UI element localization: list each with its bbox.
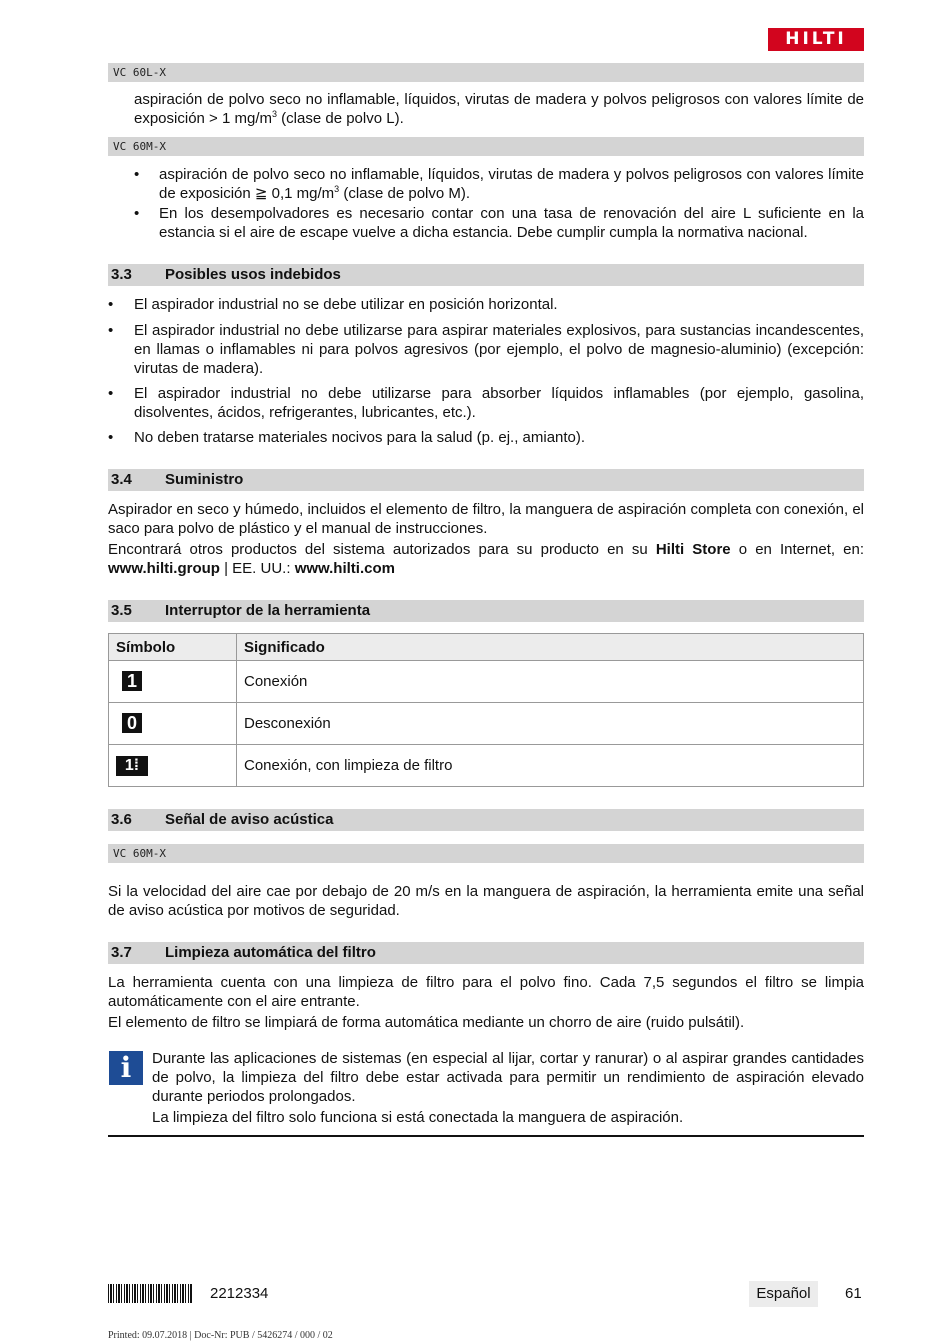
hilti-com-link[interactable]: www.hilti.com [294, 560, 395, 577]
model-bar-m: VC 60M-X [108, 137, 864, 156]
section-heading-3-6: 3.6 Señal de aviso acústica [108, 809, 864, 831]
doc-number: 2212334 [210, 1285, 269, 1302]
page-number: 61 [845, 1285, 862, 1302]
table-row [109, 661, 864, 703]
bullet: • [108, 385, 114, 402]
warning-signal-paragraph: Si la velocidad del aire cae por debajo de 20 m/s en la manguera de aspiración, la herramienta emite una señal de aviso acústica por motivos de seguridad. [108, 883, 864, 919]
switch-off-icon: 0 [122, 713, 142, 733]
hilti-store-link[interactable]: Hilti Store [655, 541, 731, 558]
table-row [109, 703, 864, 745]
bullet: • [134, 166, 140, 183]
filter-element-paragraph: El elemento de filtro se limpiará de forma automática mediante un chorro de aire (ruido pulsátil). [108, 1014, 745, 1031]
hilti-logo: HILTI [768, 28, 864, 51]
column-header-symbol: Símbolo [109, 634, 237, 661]
list-item: • aspiración de polvo seco no inflamable, líquidos, virutas de madera y polvos peligrosos con valores límite de exposición ≧ 0,1 $mg/m^3$ (clase de polvo M). [134, 166, 864, 202]
switch-on-filter-clean-icon: 1⁞ [116, 756, 148, 776]
bullet: • [134, 205, 140, 222]
section-heading-3-5: 3.5 Interruptor de la herramienta [108, 600, 864, 622]
list-item: • No deben tratarse materiales nocivos para la salud (p. ej., amianto). [108, 429, 586, 446]
column-header-meaning: Significado [237, 634, 864, 661]
hilti-group-link[interactable]: www.hilti.group [108, 560, 220, 577]
bullet: • [108, 296, 114, 313]
list-item: • El aspirador industrial no se debe utilizar en posición horizontal. [108, 296, 558, 313]
barcode-icon [108, 1284, 192, 1303]
note-paragraph-2: La limpieza del filtro solo funciona si está conectada la manguera de aspiración. [152, 1109, 684, 1126]
language-label: Español [749, 1281, 818, 1307]
section-heading-3-7: 3.7 Limpieza automática del filtro [108, 942, 864, 964]
table-cell: Conexión [237, 661, 864, 703]
store-paragraph: Encontrará otros productos del sistema autorizados para su producto en su Hilti Store o en Internet, en: www.hilti.group | EE. UU.: www.hilti.com [108, 541, 865, 577]
filter-cleaning-paragraph: La herramienta cuenta con una limpieza de filtro para el polvo fino. Cada 7,5 segundos el filtro se limpia automáticamente con el aire entrante. [108, 974, 864, 1010]
bullet: • [108, 429, 114, 446]
info-icon: i [109, 1051, 143, 1085]
table-cell: Desconexión [237, 703, 864, 745]
model-bar-m-2: VC 60M-X [108, 844, 864, 863]
table-header-row [109, 634, 864, 661]
list-item: • El aspirador industrial no debe utilizarse para absorber líquidos inflamables (por ejemplo, gasolina, disolventes, ácidos, refrigerantes, lubricantes, etc.). [108, 385, 864, 421]
list-item: • El aspirador industrial no debe utilizarse para aspirar materiales explosivos, para sustancias incandescentes, en llamas o inflamables ni para polvos agresivos (por ejemplo, el polvo de magnesio-aluminio) (excepción: virutas de madera). [108, 322, 864, 377]
print-info: Printed: 09.07.2018 | Doc-Nr: PUB / 5426274 / 000 / 02 [108, 1330, 333, 1341]
section-heading-3-4: 3.4 Suministro [108, 469, 864, 491]
model-l-paragraph: aspiración de polvo seco no inflamable, líquidos, virutas de madera y polvos peligrosos con valores límite de exposición > 1 $mg/m^3$ (clase de polvo L). [134, 91, 864, 127]
table-row [109, 745, 864, 787]
list-item: • En los desempolvadores es necesario contar con una tasa de renovación del aire L suficiente en la estancia si el aire de escape vuelve a dicha estancia. Debe cumplir cumpla la normativa nacional. [134, 205, 864, 241]
model-bar-l: VC 60L-X [108, 63, 864, 82]
note-divider [108, 1135, 864, 1137]
switch-table [108, 633, 864, 787]
section-heading-3-3: 3.3 Posibles usos indebidos [108, 264, 864, 286]
supply-paragraph: Aspirador en seco y húmedo, incluidos el elemento de filtro, la manguera de aspiración completa con conexión, el saco para polvo de plástico y el manual de instrucciones. [108, 501, 864, 537]
note-paragraph: Durante las aplicaciones de sistemas (en especial al lijar, cortar y ranurar) o al aspirar grandes cantidades de polvo, la limpieza del filtro debe estar activada para permitir un rendimiento de aspiración elevado durante periodos prolongados. [152, 1050, 864, 1105]
bullet: • [108, 322, 114, 339]
table-cell: Conexión, con limpieza de filtro [237, 745, 864, 787]
switch-on-icon: 1 [122, 671, 142, 691]
